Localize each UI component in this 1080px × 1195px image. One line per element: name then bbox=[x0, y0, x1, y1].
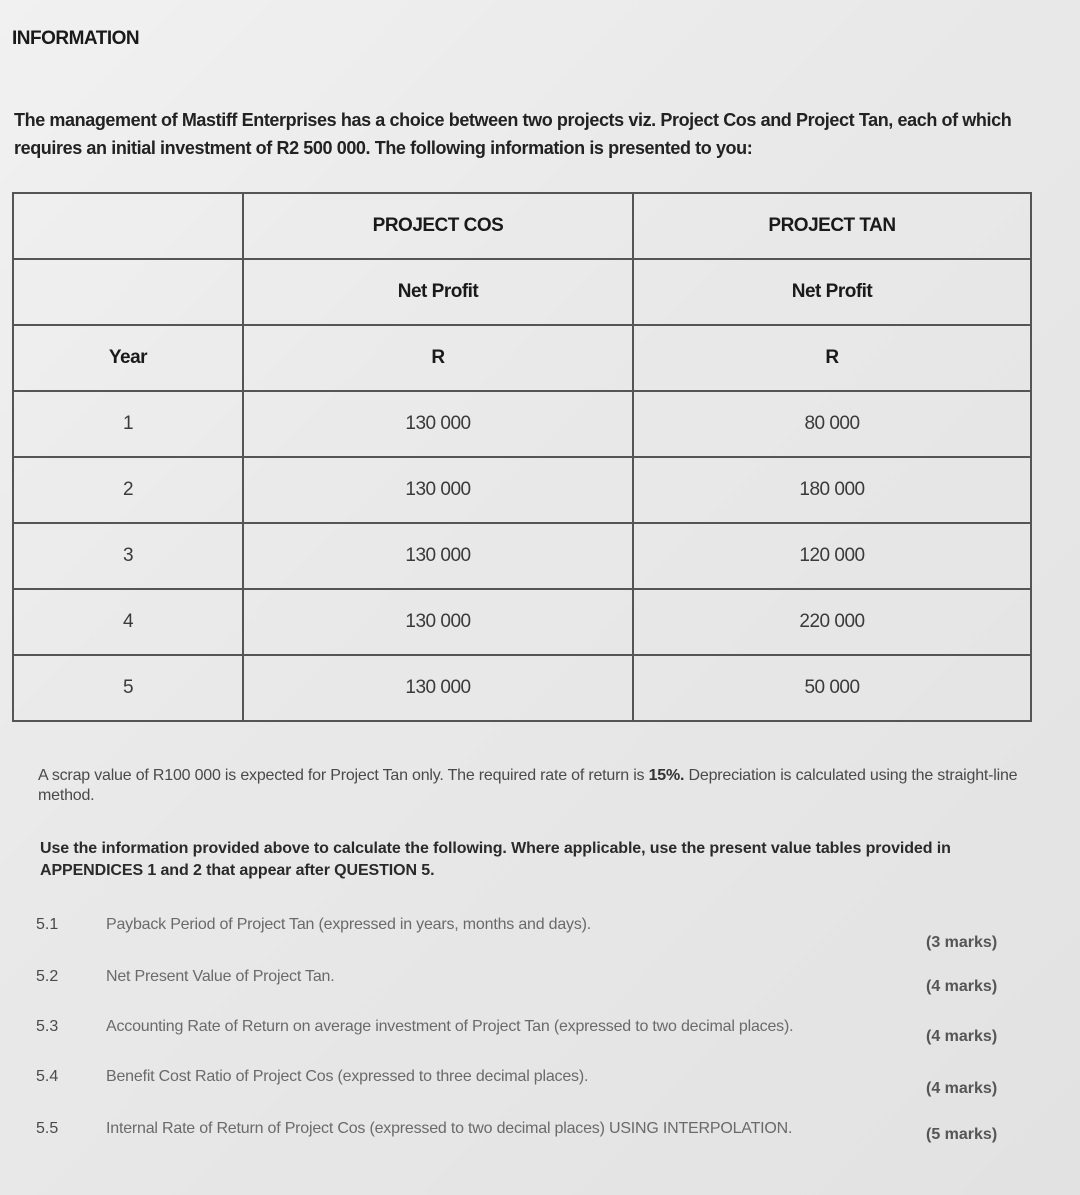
cos-profit-cell: 130 000 bbox=[243, 457, 633, 523]
year-cell: 4 bbox=[13, 589, 243, 655]
question-text: Benefit Cost Ratio of Project Cos (expressed to three decimal places). bbox=[106, 1068, 589, 1085]
empty-subheader-cell bbox=[13, 259, 243, 325]
question-number: 5.3 bbox=[36, 1018, 59, 1035]
table-subheader-row bbox=[13, 259, 1031, 325]
tan-profit-cell: 120 000 bbox=[633, 523, 1031, 589]
table-row bbox=[13, 589, 1031, 655]
header-project-cos: PROJECT COS bbox=[243, 193, 633, 259]
table-row bbox=[13, 523, 1031, 589]
scrap-value-note bbox=[38, 766, 1028, 806]
year-column-label: Year bbox=[13, 325, 243, 391]
list-item bbox=[0, 1120, 1080, 1150]
instruction-paragraph: Use the information provided above to calculate the following. Where applicable, use the present value tables provided in APPENDICES 1 and 2 that appear after QUESTION 5. bbox=[40, 840, 951, 879]
cos-profit-cell: 130 000 bbox=[243, 655, 633, 721]
question-marks: (4 marks) bbox=[926, 1080, 998, 1097]
note-text-part1: A scrap value of R100 000 is expected for Project Tan only. The required rate of return is bbox=[38, 767, 649, 784]
table-units-row bbox=[13, 325, 1031, 391]
header-project-tan: PROJECT TAN bbox=[633, 193, 1031, 259]
list-item bbox=[0, 1018, 1080, 1048]
note-text-part2: Depreciation is calculated using the straight-line method. bbox=[38, 767, 1018, 804]
question-text: Internal Rate of Return of Project Cos (expressed to two decimal places) USING INTERPOLATION. bbox=[106, 1120, 793, 1137]
tan-profit-cell: 180 000 bbox=[633, 457, 1031, 523]
question-marks: (4 marks) bbox=[926, 978, 998, 995]
list-item bbox=[0, 1068, 1080, 1098]
tan-profit-cell: 50 000 bbox=[633, 655, 1031, 721]
year-cell: 3 bbox=[13, 523, 243, 589]
cos-profit-cell: 130 000 bbox=[243, 391, 633, 457]
question-text: Payback Period of Project Tan (expressed in years, months and days). bbox=[106, 916, 592, 933]
year-cell: 2 bbox=[13, 457, 243, 523]
table-row bbox=[13, 655, 1031, 721]
empty-header-cell bbox=[13, 193, 243, 259]
list-item bbox=[0, 968, 1080, 998]
subheader-net-profit-cos: Net Profit bbox=[243, 259, 633, 325]
question-number: 5.5 bbox=[36, 1120, 59, 1137]
table-header-row bbox=[13, 193, 1031, 259]
list-item bbox=[0, 916, 1080, 951]
question-marks: (5 marks) bbox=[926, 1126, 998, 1143]
question-marks: (4 marks) bbox=[926, 1028, 998, 1045]
cos-profit-cell: 130 000 bbox=[243, 523, 633, 589]
tan-profit-cell: 220 000 bbox=[633, 589, 1031, 655]
subheader-net-profit-tan: Net Profit bbox=[633, 259, 1031, 325]
intro-paragraph: The management of Mastiff Enterprises has a choice between two projects viz. Project Cos and Project Tan, each of which requires an initial investment of R2 500 000. The following information is presented to you: bbox=[14, 110, 1012, 158]
question-number: 5.4 bbox=[36, 1068, 59, 1085]
table-row bbox=[13, 457, 1031, 523]
question-number: 5.1 bbox=[36, 916, 59, 933]
year-cell: 1 bbox=[13, 391, 243, 457]
question-text: Accounting Rate of Return on average investment of Project Tan (expressed to two decimal places). bbox=[106, 1018, 794, 1035]
table-row bbox=[13, 391, 1031, 457]
currency-tan: R bbox=[633, 325, 1031, 391]
tan-profit-cell: 80 000 bbox=[633, 391, 1031, 457]
year-cell: 5 bbox=[13, 655, 243, 721]
cos-profit-cell: 130 000 bbox=[243, 589, 633, 655]
net-profit-table-wrapper bbox=[12, 192, 1022, 722]
currency-cos: R bbox=[243, 325, 633, 391]
question-marks: (3 marks) bbox=[926, 934, 998, 951]
required-rate: 15%. bbox=[648, 767, 685, 784]
net-profit-table bbox=[12, 192, 1032, 722]
page-heading: INFORMATION bbox=[12, 28, 140, 49]
question-text: Net Present Value of Project Tan. bbox=[106, 968, 335, 985]
question-number: 5.2 bbox=[36, 968, 59, 985]
